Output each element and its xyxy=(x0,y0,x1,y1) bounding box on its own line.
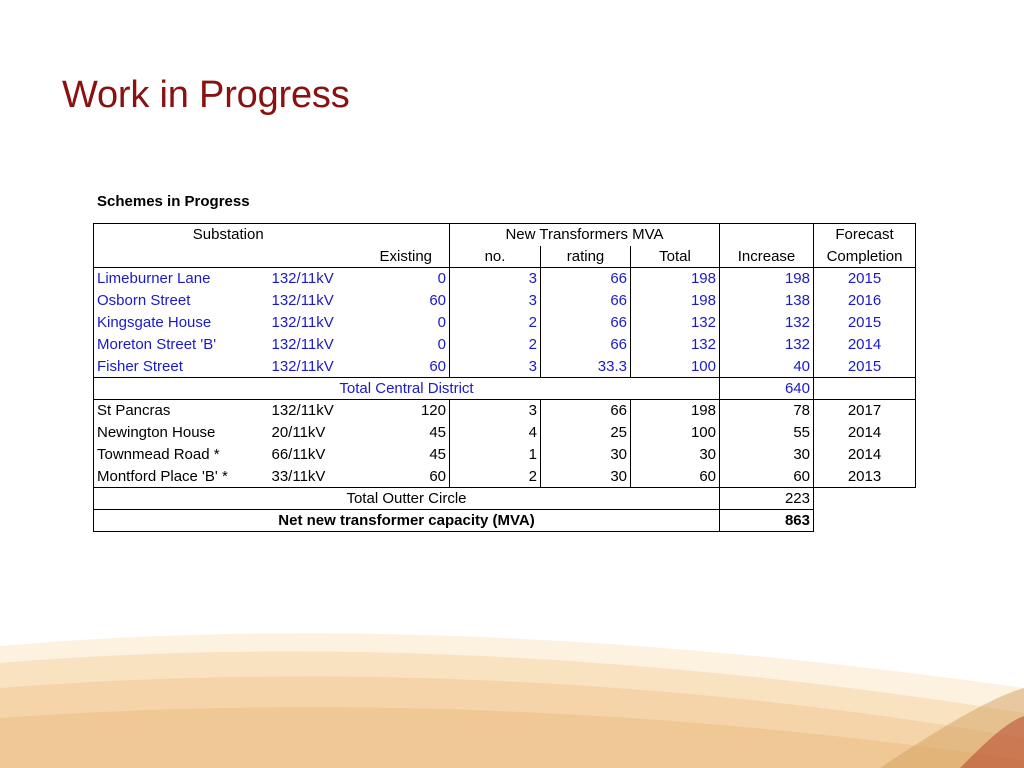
row-increase: 132 xyxy=(720,312,814,334)
row-completion-year: 2014 xyxy=(814,334,916,356)
row-rating: 66 xyxy=(541,290,631,312)
row-increase: 55 xyxy=(720,422,814,444)
row-existing: 0 xyxy=(437,336,446,353)
row-rating: 25 xyxy=(541,422,631,444)
row-total: 198 xyxy=(631,268,720,290)
section-heading: Schemes in Progress xyxy=(97,193,250,210)
row-completion-year: 2014 xyxy=(814,444,916,466)
row-voltage: 132/11kV xyxy=(269,400,363,422)
row-existing: 60 xyxy=(429,467,446,485)
row-voltage: 132/11kV xyxy=(269,268,363,290)
row-voltage: 132/11kV xyxy=(271,314,334,331)
header-forecast: Forecast xyxy=(814,224,916,246)
row-completion-year: 2013 xyxy=(814,466,916,488)
row-total: 30 xyxy=(631,444,720,466)
row-transformer-count: 3 xyxy=(450,290,541,312)
row-transformer-count: 3 xyxy=(450,400,541,422)
header-blank-increase xyxy=(720,224,814,246)
row-transformer-count: 3 xyxy=(450,268,541,290)
row-increase: 60 xyxy=(720,466,814,488)
table-row xyxy=(94,334,916,356)
table-row xyxy=(94,356,916,378)
row-substation-name: Montford Place 'B' * xyxy=(94,466,269,488)
row-completion-year: 2014 xyxy=(814,422,916,444)
header-no: no. xyxy=(450,246,541,268)
row-completion-year: 2017 xyxy=(814,400,916,422)
net-total-blank xyxy=(814,510,916,532)
row-rating: 30 xyxy=(541,466,631,488)
row-completion-year: 2015 xyxy=(814,356,916,378)
central-total-label: Total Central District xyxy=(94,378,720,400)
row-increase: 30 xyxy=(720,444,814,466)
row-transformer-count: 4 xyxy=(450,422,541,444)
row-total: 100 xyxy=(631,422,720,444)
net-total-label: Net new transformer capacity (MVA) xyxy=(94,510,720,532)
table-row xyxy=(94,444,916,466)
row-rating: 33.3 xyxy=(541,356,631,378)
outer-total-row xyxy=(94,488,916,510)
table-row xyxy=(94,312,916,334)
row-existing: 45 xyxy=(429,424,446,441)
row-existing: 45 xyxy=(429,446,446,463)
row-voltage: 132/11kV xyxy=(271,336,334,353)
row-substation-name: Fisher Street xyxy=(94,356,269,378)
row-total: 198 xyxy=(631,400,720,422)
row-increase: 138 xyxy=(720,290,814,312)
row-increase: 198 xyxy=(720,268,814,290)
header-blank-voltage xyxy=(269,246,363,268)
row-voltage: 33/11kV xyxy=(271,467,326,485)
row-rating: 66 xyxy=(541,400,631,422)
table-row xyxy=(94,466,916,488)
header-total: Total xyxy=(631,246,720,268)
header-row-1 xyxy=(94,224,916,246)
header-rating: rating xyxy=(541,246,631,268)
row-transformer-count: 2 xyxy=(450,312,541,334)
row-rating: 66 xyxy=(541,312,631,334)
central-total-row xyxy=(94,378,916,400)
table-row xyxy=(94,290,916,312)
central-total-blank xyxy=(814,378,916,400)
row-total: 132 xyxy=(631,312,720,334)
row-rating: 66 xyxy=(541,334,631,356)
outer-total-label: Total Outter Circle xyxy=(94,488,720,510)
header-blank-existing xyxy=(363,224,450,246)
row-transformer-count: 3 xyxy=(450,356,541,378)
row-completion-year: 2015 xyxy=(814,268,916,290)
row-substation-name: Limeburner Lane xyxy=(94,268,269,290)
row-voltage: 132/11kV xyxy=(271,357,334,375)
row-transformer-count: 2 xyxy=(450,334,541,356)
row-voltage: 20/11kV xyxy=(271,424,326,441)
table-row xyxy=(94,400,916,422)
row-total: 100 xyxy=(631,356,720,378)
row-existing: 0 xyxy=(363,268,450,290)
slide-title: Work in Progress xyxy=(62,74,350,116)
row-completion-year: 2016 xyxy=(814,290,916,312)
header-completion: Completion xyxy=(814,246,916,268)
header-substation: Substation xyxy=(94,224,363,246)
central-total-value: 640 xyxy=(720,378,814,400)
row-total: 132 xyxy=(631,334,720,356)
row-substation-name: St Pancras xyxy=(94,400,269,422)
schemes-table xyxy=(93,223,916,532)
net-total-value: 863 xyxy=(720,510,814,532)
row-rating: 66 xyxy=(541,268,631,290)
row-existing: 120 xyxy=(363,400,450,422)
outer-total-blank xyxy=(814,488,916,510)
row-existing: 0 xyxy=(437,314,446,331)
row-substation-name: Kingsgate House xyxy=(94,312,269,334)
row-transformer-count: 2 xyxy=(450,466,541,488)
row-rating: 30 xyxy=(541,444,631,466)
row-increase: 40 xyxy=(720,356,814,378)
header-existing: Existing xyxy=(379,247,433,265)
row-existing: 60 xyxy=(429,357,446,375)
row-voltage: 66/11kV xyxy=(271,446,326,463)
row-total: 198 xyxy=(631,290,720,312)
row-substation-name: Moreton Street 'B' xyxy=(94,334,269,356)
net-total-row xyxy=(94,510,916,532)
header-new-transformers: New Transformers MVA xyxy=(450,224,720,246)
row-total: 60 xyxy=(631,466,720,488)
row-increase: 78 xyxy=(720,400,814,422)
row-existing: 60 xyxy=(429,292,446,309)
row-substation-name: Osborn Street xyxy=(94,290,269,312)
row-substation-name: Townmead Road * xyxy=(94,444,269,466)
header-increase: Increase xyxy=(720,246,814,268)
table-row xyxy=(94,268,916,290)
row-substation-name: Newington House xyxy=(94,422,269,444)
table-row xyxy=(94,422,916,444)
row-voltage: 132/11kV xyxy=(271,292,334,309)
row-transformer-count: 1 xyxy=(450,444,541,466)
outer-total-value: 223 xyxy=(720,488,814,510)
row-completion-year: 2015 xyxy=(814,312,916,334)
header-row-2 xyxy=(94,246,916,268)
header-blank-name xyxy=(94,246,269,268)
row-increase: 132 xyxy=(720,334,814,356)
decorative-swoosh xyxy=(0,618,1024,768)
